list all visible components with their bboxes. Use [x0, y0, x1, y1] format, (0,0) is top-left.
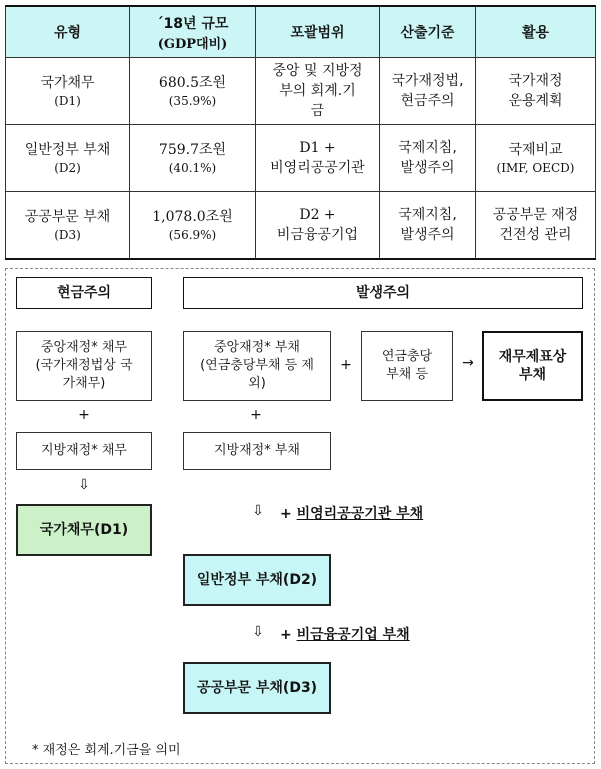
cell-size [130, 192, 256, 260]
size-value: 1,078.0조원 [152, 209, 233, 225]
box-line: (국가재정법상 국 [35, 358, 133, 373]
d2-general-government-debt-box: 일반정부 부채(D2) [183, 554, 331, 606]
right-arrow-icon: → [462, 355, 474, 371]
d3-public-sector-debt-box: 공공부문 부채(D3) [183, 662, 331, 714]
scope-line: D2 + [299, 207, 336, 223]
down-arrow-icon: ⇩ [252, 503, 264, 519]
box-line: (연금충당부채 등 제 [200, 358, 314, 373]
footnote: * 재정은 회계.기금을 의미 [32, 743, 181, 758]
type-label: 공공부문 부채 [24, 209, 111, 225]
debt-classification-table [5, 5, 596, 260]
plus-sign: + [78, 407, 90, 423]
table-row-d2 [6, 125, 596, 192]
scope-line: D1 + [299, 140, 336, 156]
box-line: 연금충당 [381, 349, 433, 364]
box-line: 부채 [518, 367, 547, 383]
box-line: 중앙재정* 채무 [41, 340, 127, 355]
scope-line: 부의 회계.기 [279, 83, 356, 99]
add-nonfinancial-label [280, 624, 410, 644]
use-line: (IMF, OECD) [496, 161, 575, 175]
table-row-d3 [6, 192, 596, 260]
box-line: 외) [248, 376, 266, 391]
cell-size [130, 125, 256, 192]
basis-line: 국제지침, [398, 207, 457, 223]
type-label: 국가채무 [40, 75, 95, 91]
scope-line: 금 [310, 103, 325, 119]
type-code: (D1) [54, 94, 81, 108]
box-line: 재무제표상 [498, 349, 567, 365]
cell-type [6, 192, 130, 260]
plus-sign: + [340, 357, 352, 373]
cell-use [476, 58, 596, 125]
pension-liability-box [361, 331, 453, 401]
scope-line: 비금융공기업 [276, 227, 359, 243]
central-fiscal-liability-box [183, 331, 331, 401]
use-line: 국제비교 [508, 142, 563, 158]
cell-type [6, 125, 130, 192]
cell-use [476, 125, 596, 192]
use-line: 공공부문 재정 [492, 207, 579, 223]
cell-scope [256, 192, 380, 260]
type-code: (D3) [54, 228, 81, 242]
cell-scope [256, 125, 380, 192]
cell-scope [256, 58, 380, 125]
nonprofit-public-institution-debt: 비영리공공기관 부채 [296, 506, 424, 522]
scope-line: 중앙 및 지방정 [272, 63, 363, 79]
cell-type [6, 58, 130, 125]
type-code: (D2) [54, 161, 81, 175]
header-use: 활용 [476, 6, 596, 58]
header-size-line2: (GDP대비) [157, 36, 228, 52]
gdp-ratio: (35.9%) [168, 94, 217, 108]
use-line: 국가재정 [508, 73, 563, 89]
box-line: 가채무) [62, 376, 106, 391]
local-fiscal-debt-box: 지방재정* 채무 [16, 432, 152, 470]
nonfinancial-public-corp-debt: 비금융공기업 부채 [296, 627, 410, 643]
header-basis: 산출기준 [380, 6, 476, 58]
cell-basis [380, 125, 476, 192]
down-arrow-icon: ⇩ [78, 477, 90, 493]
cell-use [476, 192, 596, 260]
size-value: 759.7조원 [158, 142, 227, 158]
basis-line: 국제지침, [398, 140, 457, 156]
use-line: 운용계획 [508, 93, 563, 109]
debt-flow-diagram [5, 268, 595, 764]
header-type: 유형 [6, 6, 130, 58]
down-arrow-icon: ⇩ [252, 624, 264, 640]
size-value: 680.5조원 [158, 75, 227, 91]
cell-basis [380, 192, 476, 260]
plus-sign: + [250, 407, 262, 423]
basis-line: 발생주의 [400, 160, 455, 176]
basis-line: 발생주의 [400, 227, 455, 243]
basis-line: 현금주의 [400, 93, 455, 109]
header-size-line1: ´18년 규모 [156, 15, 229, 32]
box-line: 중앙재정* 부채 [214, 340, 300, 355]
accrual-basis-header: 발생주의 [183, 277, 583, 309]
plus-prefix: + [280, 627, 292, 643]
gdp-ratio: (56.9%) [168, 228, 217, 242]
add-nonprofit-label [280, 503, 423, 523]
plus-prefix: + [280, 506, 292, 522]
header-size [130, 6, 256, 58]
header-scope: 포괄범위 [256, 6, 380, 58]
financial-statement-liability-box [482, 331, 583, 401]
central-fiscal-debt-box [16, 331, 152, 401]
type-label: 일반정부 부채 [24, 142, 111, 158]
cash-basis-header: 현금주의 [16, 277, 152, 309]
basis-line: 국가재정법, [391, 73, 464, 89]
cell-size [130, 58, 256, 125]
table-row-d1 [6, 58, 596, 125]
d1-national-debt-box: 국가채무(D1) [16, 504, 152, 556]
cell-basis [380, 58, 476, 125]
use-line: 건전성 관리 [499, 227, 572, 243]
scope-line: 비영리공공기관 [270, 160, 365, 176]
gdp-ratio: (40.1%) [168, 161, 217, 175]
table-header-row [6, 6, 596, 58]
local-fiscal-liability-box: 지방재정* 부채 [183, 432, 331, 470]
box-line: 부채 등 [386, 367, 428, 382]
